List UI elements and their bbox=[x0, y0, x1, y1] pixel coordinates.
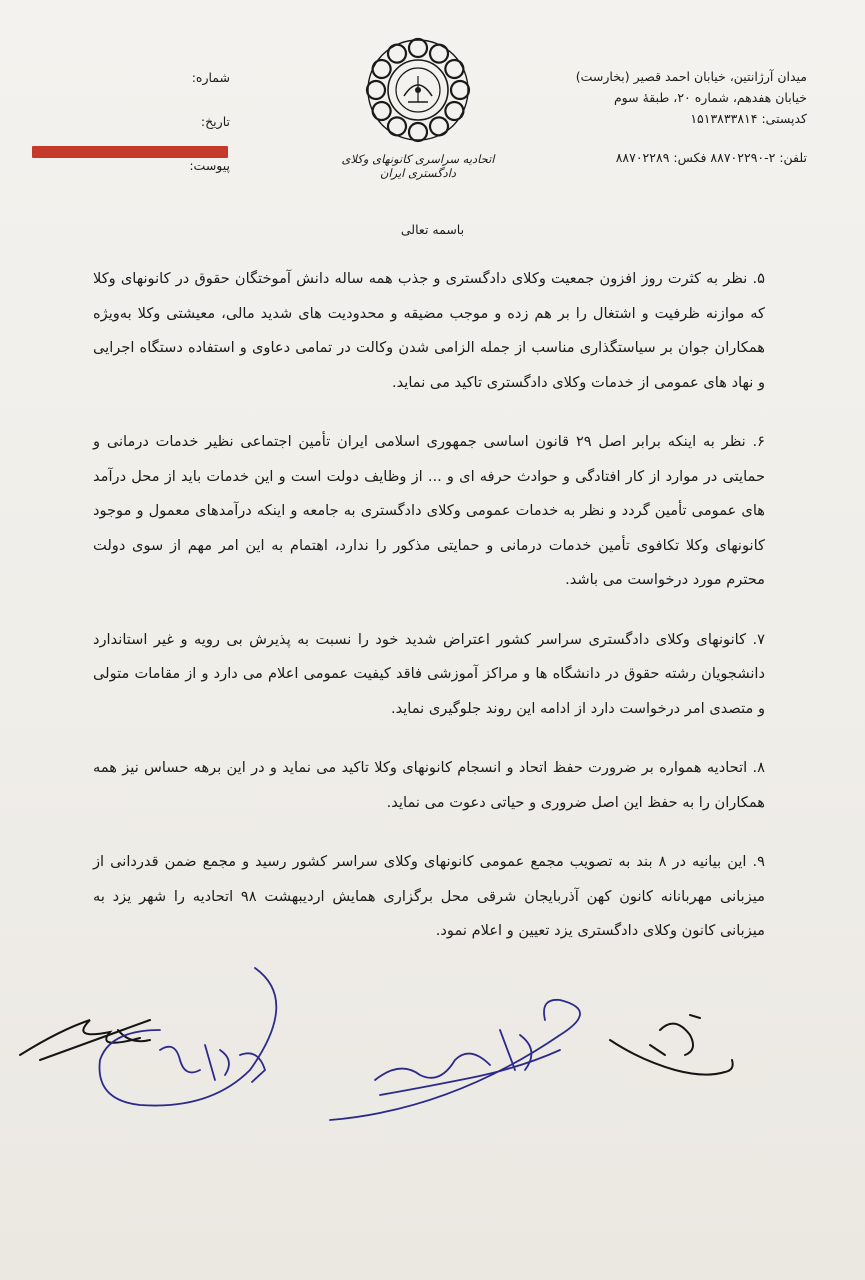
paragraph-8: ۸. اتحادیه همواره بر ضرورت حفظ اتحاد و انسجام کانونهای وکلا تاکید می نماید و در این برهه حساس نیز همه همکاران را به حفظ این اصل ضروری و حیاتی دعوت می نماید. bbox=[93, 759, 765, 811]
attachment-row bbox=[140, 158, 230, 202]
association-logo bbox=[364, 36, 472, 144]
number-label: شماره: bbox=[191, 70, 230, 85]
date-label: تاریخ: bbox=[200, 114, 230, 129]
postal-code: کدپستی: ۱۵۱۳۸۳۳۸۱۴ bbox=[690, 111, 807, 126]
address-line: خیابان هفدهم، شماره ۲۰، طبقهٔ سوم bbox=[613, 90, 807, 105]
signature-right bbox=[610, 1015, 733, 1075]
letter-body bbox=[93, 262, 765, 974]
address-block bbox=[547, 66, 807, 129]
number-row bbox=[140, 70, 230, 114]
invocation: باسمه تعالی bbox=[400, 222, 465, 237]
paragraph-5: ۵. نظر به کثرت روز افزون جمعیت وکلای دادگستری و جذب همه ساله دانش آموختگان حقوق در کانونهای وکلا که موازنه ظرفیت و اشتغال را بر هم زده و موجب مضیقه و محدودیت های شدید مالی، معیشتی وکلا به‌ویژه همکاران جوان بر سیاستگذاری مناسب از جمله الزامی شدن وکالت در تمامی دعاوی و استفاده دستگاه اجرایی و نهاد های عمومی از خدمات وکلای دادگستری تاکید می نماید. bbox=[93, 270, 765, 391]
signature-left bbox=[20, 1020, 150, 1060]
paragraph-7: ۷. کانونهای وکلای دادگستری سراسر کشور اعتراض شدید خود را نسبت به پذیرش بی رویه و غیر استاندارد دانشجویان رشته حقوق در دانشگاه ها و مراکز آموزشی فاقد کیفیت عمومی اعلام می دارد و از مقامات متولی و متصدی امر درخواست دارد از ادامه این روند جلوگیری نماید. bbox=[93, 630, 765, 717]
signature-blue-middle bbox=[330, 1000, 580, 1120]
redaction-bar bbox=[32, 146, 228, 158]
association-name: اتحادیه سراسری کانونهای وکلای دادگستری ایران bbox=[341, 152, 495, 180]
meta-fields bbox=[140, 70, 230, 202]
attachment-label: پیوست: bbox=[189, 158, 230, 173]
signatures-area bbox=[0, 960, 865, 1160]
address-line: میدان آرژانتین، خیابان احمد قصیر (بخارست) bbox=[575, 69, 807, 84]
paragraph-6: ۶. نظر به اینکه برابر اصل ۲۹ قانون اساسی جمهوری اسلامی ایران تأمین اجتماعی نظیر خدمات درمانی و حمایتی در موارد از کار افتادگی و حوادث حرفه ای و ... از وظایف دولت است و این خدمات باید از محل درآمد های عمومی تأمین گردد و نظر به خدمات عمومی وکلای دادگستری به جامعه و اینکه درآمدهای معمول و موجود کانونهای وکلا تکافوی تأمین خدمات درمانی و حمایتی مذکور را ندارد، اهتمام به این امر مهم از سوی دولت محترم مورد درخواست می باشد. bbox=[93, 433, 765, 588]
phone-fax: تلفن: ۲-۸۸۷۰۲۲۹۰ فکس: ۸۸۷۰۲۲۸۹ bbox=[615, 150, 807, 165]
paragraph-9: ۹. این بیانیه در ۸ بند به تصویب مجمع عمومی کانونهای وکلای سراسر کشور رسید و مجمع ضمن قدردانی از میزبانی مهربانانه کانون کهن آذربایجان شرقی محل برگزاری همایش اردیبهشت ۹۸ اتحادیه را شهر یزد به میزبانی کانون وکلای دادگستری یزد تعیین و اعلام نمود. bbox=[93, 853, 765, 939]
